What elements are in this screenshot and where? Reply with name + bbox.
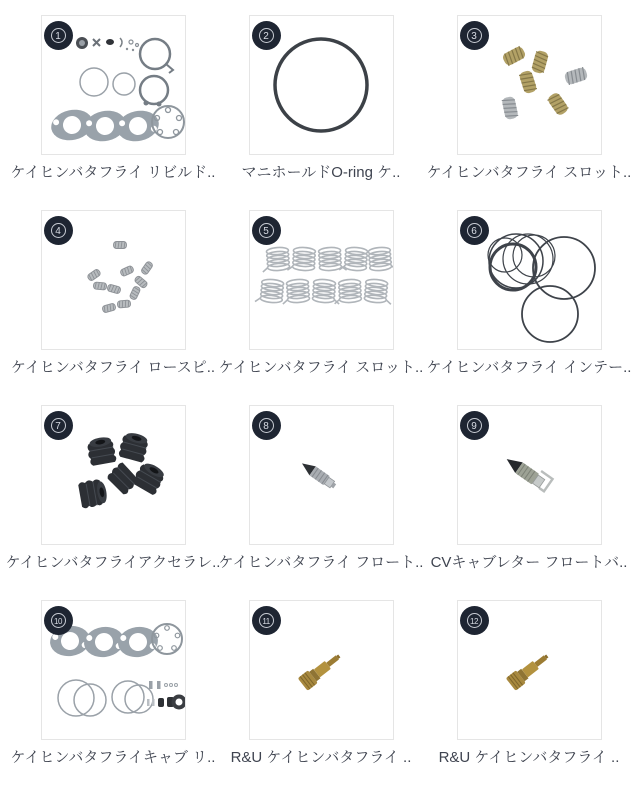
product-card[interactable] bbox=[9, 15, 217, 210]
product-image-box[interactable] bbox=[457, 210, 602, 350]
item-number: 2 bbox=[259, 28, 274, 43]
product-image-box[interactable] bbox=[41, 210, 186, 350]
item-number: 10 bbox=[51, 613, 66, 628]
item-number-badge bbox=[460, 606, 489, 635]
product-image-box[interactable] bbox=[41, 15, 186, 155]
product-card[interactable] bbox=[425, 210, 633, 405]
item-number-badge bbox=[252, 606, 281, 635]
product-title[interactable]: ケイヒンバタフライアクセラレ.. bbox=[5, 554, 221, 571]
product-title[interactable]: ケイヒンバタフライ スロット.. bbox=[218, 359, 424, 376]
product-title[interactable]: R&U ケイヒンバタフライ .. bbox=[438, 749, 620, 766]
item-number: 1 bbox=[51, 28, 66, 43]
product-image-box[interactable] bbox=[41, 405, 186, 545]
product-card[interactable] bbox=[9, 210, 217, 405]
item-number: 8 bbox=[259, 418, 274, 433]
item-number-badge bbox=[44, 606, 73, 635]
item-number-badge bbox=[44, 216, 73, 245]
item-number-badge bbox=[460, 216, 489, 245]
item-number-badge bbox=[252, 411, 281, 440]
product-title[interactable]: CVキャブレター フロートバ.. bbox=[430, 554, 628, 571]
product-card[interactable] bbox=[217, 405, 425, 600]
item-number: 3 bbox=[467, 28, 482, 43]
product-image-box[interactable] bbox=[249, 600, 394, 740]
item-number-badge bbox=[252, 216, 281, 245]
item-number-badge bbox=[44, 21, 73, 50]
product-image-box[interactable] bbox=[41, 600, 186, 740]
item-number-badge bbox=[44, 411, 73, 440]
product-card[interactable] bbox=[425, 15, 633, 210]
item-number: 6 bbox=[467, 223, 482, 238]
product-title[interactable]: R&U ケイヒンバタフライ .. bbox=[230, 749, 412, 766]
product-title[interactable]: ケイヒンバタフライキャブ リ.. bbox=[10, 749, 216, 766]
product-title[interactable]: ケイヒンバタフライ スロット.. bbox=[426, 164, 632, 181]
product-card[interactable] bbox=[217, 210, 425, 405]
item-number-badge bbox=[460, 411, 489, 440]
product-title[interactable]: ケイヒンバタフライ リビルド.. bbox=[10, 164, 216, 181]
product-card[interactable] bbox=[5, 405, 221, 600]
product-image-box[interactable] bbox=[457, 15, 602, 155]
item-number-badge bbox=[252, 21, 281, 50]
product-image-box[interactable] bbox=[249, 210, 394, 350]
product-title[interactable]: ケイヒンバタフライ フロート.. bbox=[218, 554, 424, 571]
product-image-box[interactable] bbox=[457, 405, 602, 545]
product-card[interactable] bbox=[425, 405, 633, 600]
product-card[interactable] bbox=[425, 600, 633, 795]
product-image-box[interactable] bbox=[457, 600, 602, 740]
item-number: 4 bbox=[51, 223, 66, 238]
item-number: 12 bbox=[467, 613, 482, 628]
product-card[interactable] bbox=[217, 15, 425, 210]
product-image-box[interactable] bbox=[249, 405, 394, 545]
product-title[interactable]: マニホールドO-ring ケ.. bbox=[241, 164, 401, 181]
product-card[interactable] bbox=[217, 600, 425, 795]
item-number: 7 bbox=[51, 418, 66, 433]
item-number: 11 bbox=[259, 613, 274, 628]
item-number-badge bbox=[460, 21, 489, 50]
item-number: 9 bbox=[467, 418, 482, 433]
product-image-box[interactable] bbox=[249, 15, 394, 155]
item-number: 5 bbox=[259, 223, 274, 238]
product-title[interactable]: ケイヒンバタフライ インテー.. bbox=[426, 359, 632, 376]
product-card[interactable] bbox=[9, 600, 217, 795]
product-title[interactable]: ケイヒンバタフライ ロースピ.. bbox=[10, 359, 216, 376]
